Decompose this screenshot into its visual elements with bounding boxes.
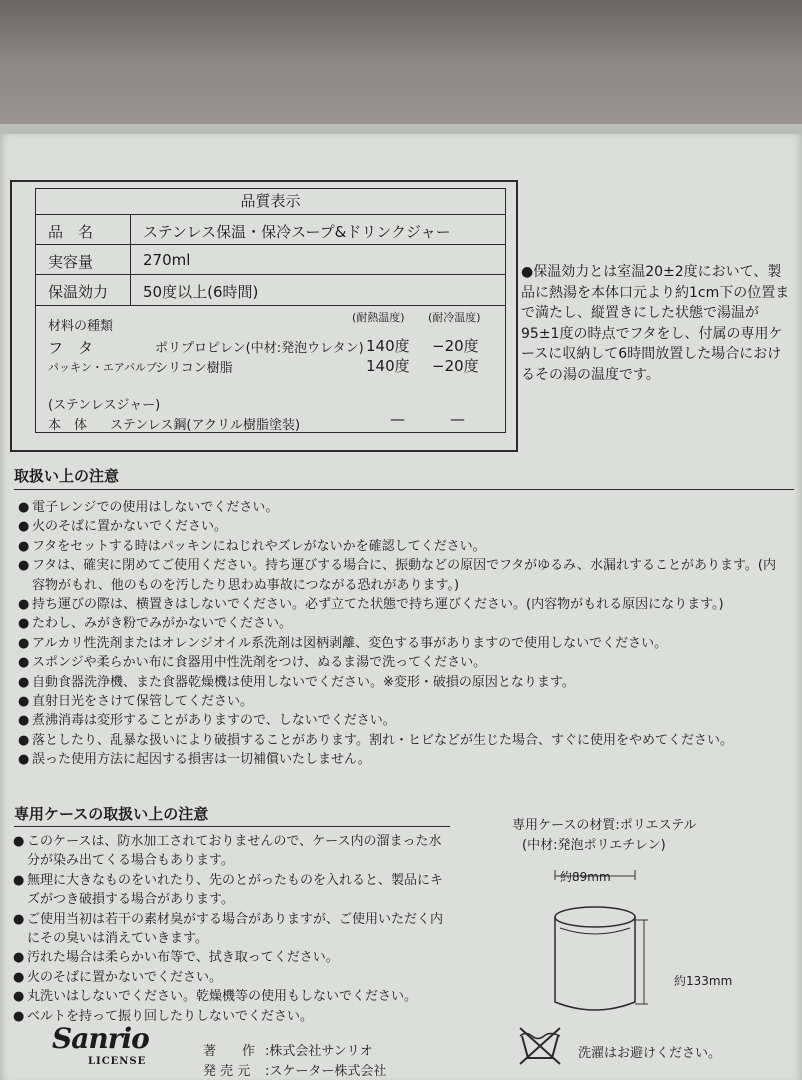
case-band <box>560 928 630 934</box>
case-rule <box>14 826 450 827</box>
table-divider <box>35 244 506 245</box>
seller-label: 発 売 元 <box>203 1064 251 1079</box>
jar-label: (ステンレスジャー) <box>48 398 161 413</box>
table-divider <box>35 305 506 306</box>
list-item: ● 煮沸消毒は変形することがありますので、しないでください。 <box>18 713 396 729</box>
product-name-value: ステンレス保温・保冷スープ&ドリンクジャー <box>143 223 451 241</box>
insulation-value: 50度以上(6時間) <box>143 283 259 301</box>
table-column-divider <box>130 214 131 306</box>
list-item: ● たわし、みがき粉でみがかないでください。 <box>18 616 293 632</box>
no-wash-icon <box>516 1024 564 1068</box>
table-divider <box>35 214 506 215</box>
list-item: ● アルカリ性洗剤またはオレンジオイル系洗剤は図柄剥離、変色する事がありますので使用しないでください。 <box>18 635 668 651</box>
wash-note: 洗濯はお避けください。 <box>578 1046 722 1061</box>
case-title: 専用ケースの取扱い上の注意 <box>14 805 209 823</box>
list-item: ● ご使用当初は若干の素材臭がする場合がありますが、ご使用いただく内にその臭いは消えていきます。 <box>13 911 444 947</box>
packing-part: パッキン・エアバルブ <box>48 361 158 374</box>
list-item: ● ベルトを持って振り回したりしないでください。 <box>13 1008 314 1024</box>
list-item: ● 誤った使用方法に起因する損害は一切補償いたしません。 <box>18 752 371 768</box>
case-material: 専用ケースの材質:ポリエステル <box>512 818 697 833</box>
case-inner-material: (中材:発泡ポリエチレン) <box>522 838 666 853</box>
author-value: :株式会社サンリオ <box>265 1044 373 1059</box>
handling-title: 取扱い上の注意 <box>14 467 120 485</box>
handling-list <box>18 498 786 770</box>
list-item: ● 自動食器洗浄機、また食器乾燥機は使用しないでください。※変形・破損の原因となります。 <box>18 674 575 690</box>
heat-header: (耐熱温度) <box>352 311 405 324</box>
table-divider <box>35 274 506 275</box>
list-item: ● 火のそばに置かないでください。 <box>18 519 228 535</box>
case-top-rim <box>555 907 635 927</box>
capacity-value: 270ml <box>143 251 191 269</box>
product-name-label: 品 名 <box>48 223 94 241</box>
height-label: 約133mm <box>674 974 733 988</box>
background-wall <box>0 0 802 140</box>
cold-header: (耐冷温度) <box>428 311 481 324</box>
lid-cold: −20度 <box>432 337 479 355</box>
list-item: ● 電子レンジでの使用はしないでください。 <box>18 500 279 515</box>
case-list <box>13 832 453 1026</box>
insulation-label: 保温効力 <box>48 283 109 301</box>
list-item: ● 丸洗いはしないでください。乾燥機等の使用もしないでください。 <box>13 989 418 1005</box>
quality-heading: 品質表示 <box>240 192 301 210</box>
seller-value: :スケーター株式会社 <box>265 1064 387 1079</box>
body-heat: — <box>390 410 405 428</box>
list-item: ● 無理に大きなものをいれたり、先のとがったものを入れると、製品にキズがつき破損する場合があります。 <box>13 872 444 908</box>
lid-heat: 140度 <box>366 337 410 355</box>
packing-cold: −20度 <box>432 357 479 375</box>
materials-label: 材料の種類 <box>48 319 114 334</box>
capacity-label: 実容量 <box>48 253 94 271</box>
body-cold: — <box>450 410 465 428</box>
list-item: ● フタをセットする時はパッキンにねじれやズレがないかを確認してください。 <box>18 538 486 554</box>
list-item: ● スポンジや柔らかい布に食器用中性洗剤をつけ、ぬるま湯で洗ってください。 <box>18 655 487 671</box>
list-item: ● 持ち運びの際は、横置きはしないでください。必ず立てた状態で持ち運びください。(内容物がもれる原因になります。) <box>18 597 724 613</box>
insulation-note: ●保温効力とは室温20±2度において、製品に熱湯を本体口元より約1cm下の位置まで満たし、縦置きにした状態で湯温が95±1度の時点でフタをし、付属の専用ケースに収納して6時間放置した場合におけるその湯の温度です。 <box>521 264 790 383</box>
list-item: ● 落としたり、乱暴な扱いにより破損することがあります。割れ・ヒビなどが生じた場合、すぐに使用をやめてください。 <box>18 732 733 748</box>
author-label: 著 作 <box>203 1044 256 1059</box>
brand-name: Sanrio <box>52 1022 149 1055</box>
license-text: LICENSE <box>88 1056 147 1067</box>
box-top-edge <box>0 124 802 134</box>
list-item: ● フタは、確実に閉めてご使用ください。持ち運びする場合に、振動などの原因でフタがゆるみ、水漏れすることがあります。(内容物がもれ、他のものを汚したり思わぬ事故につながる恐れがあります。) <box>18 558 776 593</box>
handling-rule <box>14 489 794 490</box>
packing-material: シリコン樹脂 <box>155 361 233 376</box>
lid-part: フ タ <box>48 339 94 357</box>
width-label: 約89mm <box>560 870 611 884</box>
case-diagram <box>540 862 660 1022</box>
sanrio-logo <box>52 1022 182 1074</box>
packing-heat: 140度 <box>366 357 410 375</box>
list-item: ● このケースは、防水加工されておりませんので、ケース内の溜まった水分が染み出てくる場合もあります。 <box>13 834 442 869</box>
body-part: 本 体 <box>48 418 88 433</box>
body-material: ステンレス鋼(アクリル樹脂塗装) <box>110 418 301 433</box>
list-item: ● 汚れた場合は柔らかい布等で、拭き取ってください。 <box>13 950 339 966</box>
lid-material: ポリプロピレン(中材:発泡ウレタン) <box>155 341 364 356</box>
list-item: ● 直射日光をさけて保管してください。 <box>18 694 254 710</box>
case-body <box>555 917 635 1010</box>
list-item: ● 火のそばに置かないでください。 <box>13 969 223 985</box>
